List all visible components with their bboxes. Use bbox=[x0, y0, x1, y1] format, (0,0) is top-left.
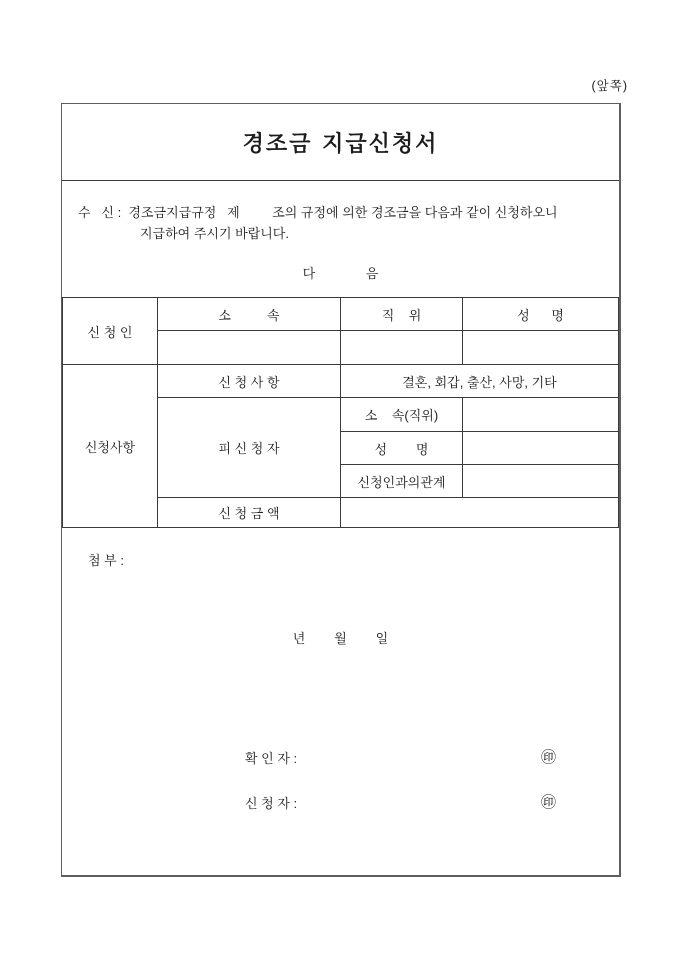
applicant-seal-icon: ㊞ bbox=[540, 794, 556, 811]
amount-label: 신 청 금 액 bbox=[158, 498, 341, 528]
applicant-sign-row bbox=[245, 793, 556, 812]
position-field[interactable] bbox=[341, 331, 463, 365]
subject-label: 피 신 청 자 bbox=[158, 398, 341, 498]
request-type-options: 결혼, 회갑, 출산, 사망, 기타 bbox=[341, 365, 619, 398]
receiver-line-2: 지급하여 주시기 바랍니다. bbox=[140, 226, 289, 241]
page-title: 경조금 지급신청서 bbox=[242, 130, 439, 157]
subject-affiliation-field[interactable] bbox=[463, 398, 619, 432]
confirmer-label: 확 인 자 : bbox=[245, 751, 298, 766]
applicant-row-label: 신 청 인 bbox=[63, 298, 158, 365]
subject-relation-label: 신청인과의관계 bbox=[341, 465, 463, 498]
details-row-label: 신청사항 bbox=[63, 365, 158, 528]
receiver-area bbox=[62, 181, 619, 297]
name-field[interactable] bbox=[463, 331, 619, 365]
affiliation-header: 소 속 bbox=[158, 298, 341, 331]
date-line: 년 월 일 bbox=[292, 631, 389, 646]
confirmer-seal-icon: ㊞ bbox=[540, 749, 556, 766]
position-header: 직 위 bbox=[341, 298, 463, 331]
request-type-label: 신 청 사 항 bbox=[158, 365, 341, 398]
subject-affiliation-label: 소 속(직위) bbox=[341, 398, 463, 432]
subject-relation-field[interactable] bbox=[463, 465, 619, 498]
confirmer-sign-row bbox=[245, 748, 556, 767]
attachment-label: 첨 부 : bbox=[88, 553, 124, 568]
footer-area bbox=[62, 528, 619, 871]
amount-field[interactable] bbox=[341, 498, 619, 528]
subject-name-label: 성 명 bbox=[341, 432, 463, 465]
applicant-label: 신 청 자 : bbox=[245, 796, 298, 811]
subject-name-field[interactable] bbox=[463, 432, 619, 465]
name-header: 성 명 bbox=[463, 298, 619, 331]
form-sheet bbox=[61, 103, 621, 877]
application-table bbox=[62, 297, 619, 528]
receiver-line-1: 수 신 : 경조금지급규정 제 조의 규정에 의한 경조금을 다음과 같이 신청하오니 bbox=[78, 205, 558, 220]
daum-heading: 다 음 bbox=[302, 266, 379, 281]
title-area bbox=[62, 104, 619, 181]
page-side-label: (앞쪽) bbox=[591, 79, 628, 93]
affiliation-field[interactable] bbox=[158, 331, 341, 365]
